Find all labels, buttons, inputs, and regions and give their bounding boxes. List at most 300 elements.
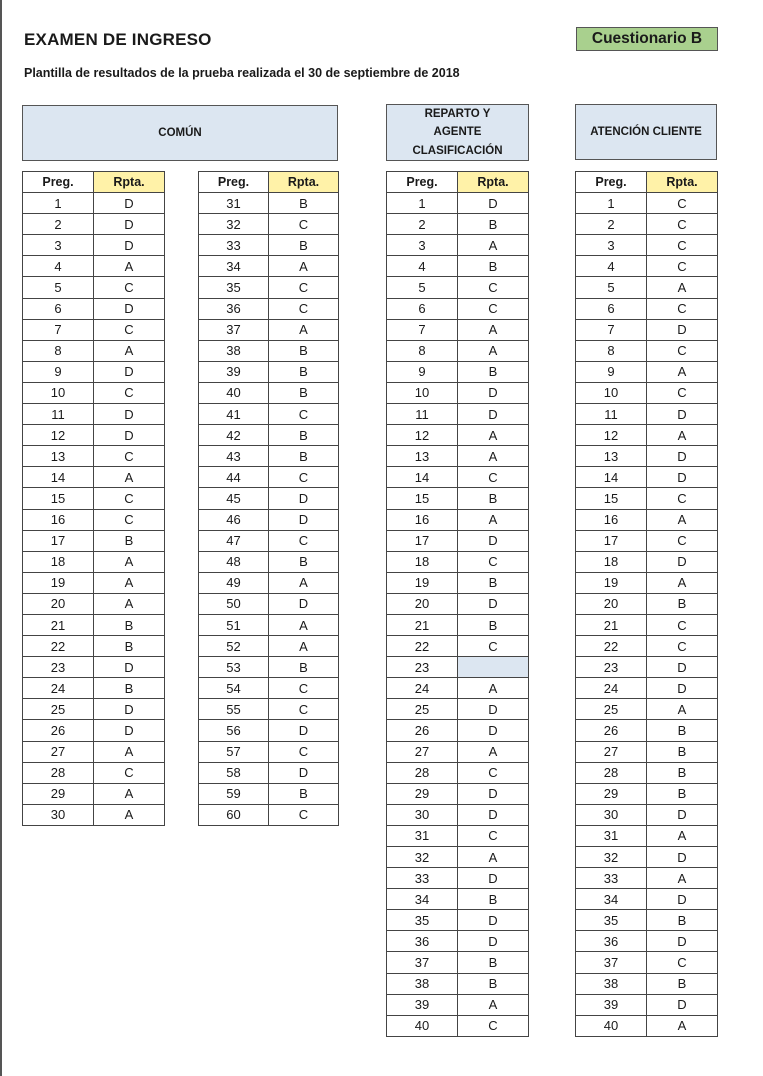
table-row <box>576 193 718 214</box>
column-header-rpta: Rpta. <box>94 172 165 193</box>
answer-letter: D <box>647 889 718 910</box>
table-row <box>23 804 165 825</box>
answer-letter: C <box>647 256 718 277</box>
answer-letter: D <box>94 361 165 382</box>
question-number: 40 <box>387 1015 458 1036</box>
question-number: 4 <box>576 256 647 277</box>
question-number: 2 <box>387 214 458 235</box>
answer-letter: D <box>94 699 165 720</box>
answer-letter: D <box>647 446 718 467</box>
question-number: 33 <box>387 868 458 889</box>
table-row <box>576 488 718 509</box>
question-number: 49 <box>199 572 269 593</box>
table-row <box>199 214 339 235</box>
section-header-reparto <box>386 104 529 161</box>
question-number: 23 <box>387 657 458 678</box>
table-row <box>23 762 165 783</box>
table-row <box>387 530 529 551</box>
answer-letter: B <box>647 762 718 783</box>
table-row <box>23 720 165 741</box>
answer-letter: D <box>94 425 165 446</box>
question-number: 39 <box>387 994 458 1015</box>
answer-letter: C <box>94 382 165 403</box>
answer-letter: C <box>458 762 529 783</box>
answer-letter: B <box>269 361 339 382</box>
answer-letter: A <box>458 340 529 361</box>
question-number: 16 <box>23 509 94 530</box>
table-row <box>199 720 339 741</box>
table-row <box>23 509 165 530</box>
answer-letter: A <box>458 319 529 340</box>
table-row <box>387 488 529 509</box>
answer-letter: B <box>458 361 529 382</box>
answer-letter: D <box>94 720 165 741</box>
table-row <box>387 952 529 973</box>
question-number: 15 <box>576 488 647 509</box>
question-number: 43 <box>199 446 269 467</box>
question-number: 37 <box>387 952 458 973</box>
answer-letter: C <box>269 678 339 699</box>
table-row <box>23 551 165 572</box>
table-row <box>576 509 718 530</box>
answer-letter: A <box>647 277 718 298</box>
question-number: 21 <box>576 614 647 635</box>
answer-letter: D <box>458 382 529 403</box>
question-number: 7 <box>23 319 94 340</box>
question-number: 2 <box>23 214 94 235</box>
answer-letter: D <box>647 551 718 572</box>
question-number: 32 <box>387 847 458 868</box>
answers-table-reparto <box>386 171 529 1037</box>
answer-letter: A <box>458 741 529 762</box>
answer-letter: C <box>458 467 529 488</box>
question-number: 21 <box>23 614 94 635</box>
question-number: 22 <box>23 636 94 657</box>
answer-letter: B <box>647 783 718 804</box>
question-number: 16 <box>576 509 647 530</box>
answer-letter: A <box>94 593 165 614</box>
section-header-atencion: ATENCIÓN CLIENTE <box>575 104 717 160</box>
answer-letter: D <box>94 298 165 319</box>
table-row <box>387 614 529 635</box>
table-row <box>576 319 718 340</box>
table-row <box>199 277 339 298</box>
table-row <box>199 404 339 425</box>
answer-letter: A <box>647 572 718 593</box>
table-row <box>576 804 718 825</box>
answer-letter <box>458 657 529 678</box>
question-number: 19 <box>576 572 647 593</box>
question-number: 56 <box>199 720 269 741</box>
question-number: 20 <box>23 593 94 614</box>
answer-letter: A <box>94 256 165 277</box>
table-row <box>387 446 529 467</box>
table-row <box>199 593 339 614</box>
question-number: 24 <box>576 678 647 699</box>
answer-letter: C <box>269 467 339 488</box>
answer-letter: A <box>647 1015 718 1036</box>
answer-letter: A <box>269 256 339 277</box>
question-number: 21 <box>387 614 458 635</box>
question-number: 27 <box>387 741 458 762</box>
answer-letter: C <box>647 530 718 551</box>
answer-letter: C <box>647 636 718 657</box>
question-number: 38 <box>199 340 269 361</box>
question-number: 13 <box>576 446 647 467</box>
table-row <box>576 847 718 868</box>
table-row <box>23 678 165 699</box>
question-number: 37 <box>199 319 269 340</box>
question-number: 34 <box>387 889 458 910</box>
answer-letter: C <box>94 762 165 783</box>
question-number: 55 <box>199 699 269 720</box>
question-number: 6 <box>387 298 458 319</box>
question-number: 36 <box>199 298 269 319</box>
table-row <box>576 825 718 846</box>
table-row <box>23 340 165 361</box>
question-number: 54 <box>199 678 269 699</box>
table-row <box>199 678 339 699</box>
answer-letter: C <box>647 193 718 214</box>
table-row <box>576 572 718 593</box>
answer-letter: B <box>458 889 529 910</box>
table-row <box>387 256 529 277</box>
question-number: 23 <box>23 657 94 678</box>
answer-letter: C <box>94 319 165 340</box>
page-title: EXAMEN DE INGRESO <box>24 30 212 49</box>
question-number: 22 <box>387 636 458 657</box>
answer-letter: D <box>94 214 165 235</box>
answer-letter: D <box>94 193 165 214</box>
question-number: 32 <box>199 214 269 235</box>
answer-letter: A <box>647 868 718 889</box>
question-number: 29 <box>387 783 458 804</box>
answers-table-atencion <box>575 171 718 1037</box>
answer-letter: D <box>269 720 339 741</box>
table-row <box>199 741 339 762</box>
table-row <box>387 298 529 319</box>
answer-letter: B <box>647 973 718 994</box>
table-row <box>199 298 339 319</box>
answer-letter: C <box>458 551 529 572</box>
table-row <box>23 446 165 467</box>
table-row <box>199 762 339 783</box>
question-number: 9 <box>387 361 458 382</box>
question-number: 35 <box>576 910 647 931</box>
answer-letter: B <box>647 910 718 931</box>
table-row <box>576 868 718 889</box>
table-row <box>387 741 529 762</box>
question-number: 42 <box>199 425 269 446</box>
table-row <box>576 404 718 425</box>
question-number: 18 <box>387 551 458 572</box>
answer-letter: A <box>269 636 339 657</box>
answers-table-comun-1 <box>22 171 165 826</box>
table-row <box>387 847 529 868</box>
answer-letter: B <box>269 193 339 214</box>
table-row <box>576 910 718 931</box>
question-number: 34 <box>199 256 269 277</box>
question-number: 40 <box>199 382 269 403</box>
table-row <box>576 1015 718 1036</box>
table-row <box>576 720 718 741</box>
answer-letter: B <box>94 614 165 635</box>
table-row <box>199 488 339 509</box>
answer-letter: B <box>269 551 339 572</box>
table-row <box>387 804 529 825</box>
question-number: 30 <box>387 804 458 825</box>
question-number: 1 <box>576 193 647 214</box>
answers-table-comun-2 <box>198 171 339 826</box>
question-number: 46 <box>199 509 269 530</box>
answer-letter: A <box>269 614 339 635</box>
table-row <box>387 572 529 593</box>
table-row <box>23 741 165 762</box>
question-number: 11 <box>23 404 94 425</box>
answer-letter: C <box>269 741 339 762</box>
question-number: 8 <box>387 340 458 361</box>
answer-letter: A <box>458 425 529 446</box>
question-number: 44 <box>199 467 269 488</box>
answer-letter: B <box>269 783 339 804</box>
question-number: 51 <box>199 614 269 635</box>
question-number: 22 <box>576 636 647 657</box>
question-number: 20 <box>387 593 458 614</box>
answer-letter: A <box>458 994 529 1015</box>
question-number: 26 <box>387 720 458 741</box>
table-row <box>199 614 339 635</box>
table-row <box>23 593 165 614</box>
table-row <box>387 382 529 403</box>
page-edge <box>0 0 2 1076</box>
question-number: 3 <box>387 235 458 256</box>
question-number: 28 <box>23 762 94 783</box>
section-header-reparto-line: AGENTE <box>433 126 482 139</box>
question-number: 7 <box>576 319 647 340</box>
answer-letter: C <box>647 214 718 235</box>
answer-letter: A <box>458 509 529 530</box>
question-number: 32 <box>576 847 647 868</box>
question-number: 2 <box>576 214 647 235</box>
table-row <box>387 678 529 699</box>
question-number: 14 <box>23 467 94 488</box>
answer-letter: D <box>647 994 718 1015</box>
question-number: 60 <box>199 804 269 825</box>
table-row <box>199 467 339 488</box>
question-number: 4 <box>387 256 458 277</box>
answer-letter: C <box>269 530 339 551</box>
answer-letter: D <box>94 235 165 256</box>
question-number: 13 <box>387 446 458 467</box>
table-row <box>23 425 165 446</box>
answer-letter: C <box>269 699 339 720</box>
answer-letter: D <box>269 488 339 509</box>
question-number: 47 <box>199 530 269 551</box>
answer-letter: D <box>647 678 718 699</box>
question-number: 28 <box>387 762 458 783</box>
table-row <box>23 382 165 403</box>
answer-letter: D <box>269 762 339 783</box>
answer-letter: B <box>458 952 529 973</box>
question-number: 12 <box>576 425 647 446</box>
answer-letter: D <box>458 593 529 614</box>
answer-letter: D <box>647 804 718 825</box>
question-number: 18 <box>23 551 94 572</box>
answer-letter: B <box>458 614 529 635</box>
answer-letter: D <box>458 804 529 825</box>
question-number: 50 <box>199 593 269 614</box>
answer-letter: C <box>647 298 718 319</box>
table-row <box>23 277 165 298</box>
question-number: 4 <box>23 256 94 277</box>
table-row <box>199 193 339 214</box>
section-header-reparto-line: CLASIFICACIÓN <box>412 144 503 157</box>
table-row <box>23 214 165 235</box>
answer-letter: D <box>94 657 165 678</box>
question-number: 37 <box>576 952 647 973</box>
table-row <box>199 340 339 361</box>
table-row <box>23 193 165 214</box>
answer-letter: C <box>647 952 718 973</box>
answer-letter: A <box>458 847 529 868</box>
question-number: 31 <box>576 825 647 846</box>
question-number: 24 <box>387 678 458 699</box>
table-row <box>199 425 339 446</box>
table-row <box>23 699 165 720</box>
question-number: 30 <box>23 804 94 825</box>
answer-letter: B <box>269 382 339 403</box>
table-row <box>199 256 339 277</box>
table-row <box>576 614 718 635</box>
section-header-comun: COMÚN <box>22 105 338 161</box>
table-row <box>576 235 718 256</box>
table-row <box>199 446 339 467</box>
table-row <box>387 720 529 741</box>
answer-letter: A <box>94 804 165 825</box>
answer-letter: C <box>647 235 718 256</box>
table-row <box>199 551 339 572</box>
answer-letter: B <box>458 973 529 994</box>
answer-letter: C <box>94 509 165 530</box>
table-row <box>387 214 529 235</box>
question-number: 20 <box>576 593 647 614</box>
question-number: 9 <box>576 361 647 382</box>
table-row <box>576 277 718 298</box>
table-row <box>387 783 529 804</box>
question-number: 31 <box>199 193 269 214</box>
variant-badge: Cuestionario B <box>576 27 718 51</box>
answer-letter: A <box>458 446 529 467</box>
table-row <box>199 572 339 593</box>
answer-letter: C <box>458 636 529 657</box>
question-number: 24 <box>23 678 94 699</box>
question-number: 30 <box>576 804 647 825</box>
question-number: 29 <box>576 783 647 804</box>
table-row <box>387 361 529 382</box>
table-row <box>23 235 165 256</box>
table-row <box>576 657 718 678</box>
question-number: 38 <box>576 973 647 994</box>
table-row <box>199 382 339 403</box>
question-number: 25 <box>387 699 458 720</box>
table-row <box>199 530 339 551</box>
question-number: 1 <box>23 193 94 214</box>
question-number: 57 <box>199 741 269 762</box>
table-row <box>576 994 718 1015</box>
question-number: 10 <box>387 382 458 403</box>
table-row <box>199 235 339 256</box>
answer-letter: D <box>647 467 718 488</box>
table-row <box>387 551 529 572</box>
question-number: 5 <box>23 277 94 298</box>
question-number: 17 <box>576 530 647 551</box>
table-row <box>387 593 529 614</box>
table-row <box>23 488 165 509</box>
question-number: 15 <box>23 488 94 509</box>
answer-letter: A <box>647 361 718 382</box>
question-number: 19 <box>387 572 458 593</box>
table-row <box>576 636 718 657</box>
column-header-preg: Preg. <box>199 172 269 193</box>
question-number: 14 <box>387 467 458 488</box>
table-row <box>23 657 165 678</box>
question-number: 6 <box>576 298 647 319</box>
answer-letter: D <box>458 193 529 214</box>
answer-letter: B <box>269 425 339 446</box>
column-header-rpta: Rpta. <box>269 172 339 193</box>
table-row <box>387 319 529 340</box>
question-number: 8 <box>576 340 647 361</box>
question-number: 16 <box>387 509 458 530</box>
table-row <box>23 361 165 382</box>
answer-letter: C <box>269 804 339 825</box>
answer-letter: C <box>269 214 339 235</box>
table-row <box>23 256 165 277</box>
answer-letter: C <box>94 277 165 298</box>
answer-letter: B <box>269 657 339 678</box>
column-header-preg: Preg. <box>23 172 94 193</box>
answer-letter: D <box>269 509 339 530</box>
answer-letter: D <box>458 530 529 551</box>
table-row <box>387 973 529 994</box>
answer-letter: B <box>94 530 165 551</box>
table-row <box>387 889 529 910</box>
answer-letter: D <box>458 868 529 889</box>
table-row <box>23 298 165 319</box>
table-row <box>387 467 529 488</box>
table-row <box>576 530 718 551</box>
table-row <box>387 910 529 931</box>
question-number: 48 <box>199 551 269 572</box>
answer-letter: A <box>94 783 165 804</box>
question-number: 58 <box>199 762 269 783</box>
table-row <box>199 804 339 825</box>
answer-letter: B <box>269 446 339 467</box>
answer-letter: C <box>458 1015 529 1036</box>
table-row <box>576 762 718 783</box>
question-number: 7 <box>387 319 458 340</box>
answer-letter: C <box>94 446 165 467</box>
answer-letter: D <box>647 657 718 678</box>
answer-letter: B <box>647 593 718 614</box>
question-number: 53 <box>199 657 269 678</box>
question-number: 5 <box>387 277 458 298</box>
question-number: 40 <box>576 1015 647 1036</box>
table-row <box>576 361 718 382</box>
table-row <box>576 551 718 572</box>
table-row <box>576 298 718 319</box>
answer-letter: B <box>458 214 529 235</box>
